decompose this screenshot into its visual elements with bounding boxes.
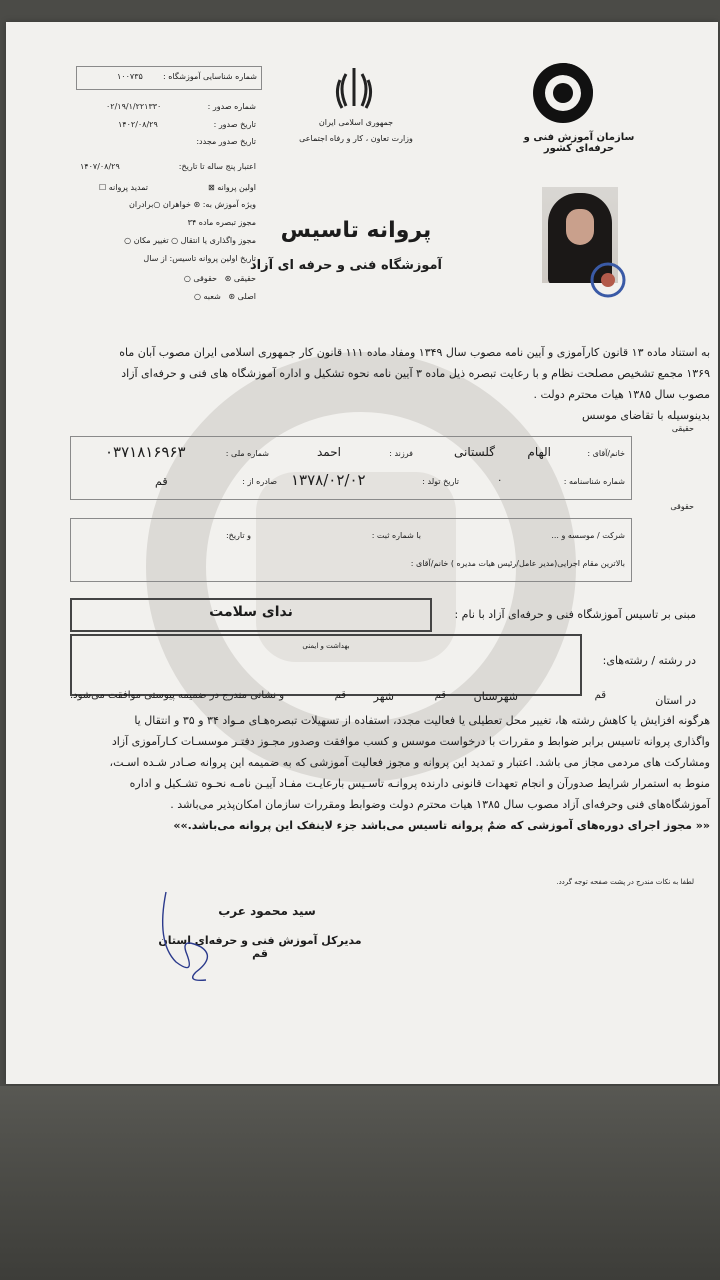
tvto-logo-icon (530, 60, 596, 126)
address-text: و نشانی مندرج در ضمیمه پیوستی موافقت می‌شود. (70, 690, 285, 701)
background-surface (0, 1086, 720, 1280)
license-document (6, 22, 718, 1084)
county-label: شهرستان (473, 690, 518, 703)
issue-date-label: تاریخ صدور : (213, 120, 256, 129)
iran-emblem-icon (334, 66, 374, 112)
first-name: الهام (527, 445, 551, 459)
legal-section-label: حقوقی (670, 502, 694, 511)
company-label: شرکت / موسسه و ... (551, 531, 625, 540)
institute-name-box (70, 598, 432, 632)
institute-id-box (76, 66, 262, 90)
real-person-box (70, 436, 632, 500)
national-id-label: شماره ملی : (225, 449, 269, 458)
ceo-label: بالاترین مقام اجرایی(مدیر عامل/رئیس هیات مدیره ) خانم/آقای : (410, 559, 625, 568)
id-number: ۰ (497, 475, 503, 486)
institute-id-value: ۱۰۰۷۳۵ (117, 72, 143, 81)
first-license-option: اولین پروانه ⊠ (207, 183, 256, 192)
birth-date: ۱۳۷۸/۰۲/۰۲ (291, 471, 366, 489)
city-label: شهر (373, 690, 394, 703)
reissue-date-label: تاریخ صدور مجدد: (196, 137, 256, 146)
fields-value: بهداشت و ایمنی (302, 642, 350, 650)
special-training-row: ویژه آموزش به: ⊛ خواهران ○برادران (128, 200, 256, 209)
real-section-label: حقیقی (671, 424, 694, 433)
fields-box (70, 634, 582, 696)
validity-value: ۱۴۰۷/۰۸/۲۹ (80, 162, 120, 171)
stamp-icon (590, 262, 626, 298)
signer-title: مدیرکل آموزش فنی و حرفه‌ای استان قم (158, 934, 362, 960)
renew-license-option: تمدید پروانه ☐ (99, 183, 148, 192)
validity-label: اعتبار پنج ساله تا تاریخ: (178, 162, 256, 171)
issued-from-label: صادره از : (242, 477, 277, 486)
institute-name-label: مبنی بر تاسیس آموزشگاه فنی و حرفه‌ای آزاد با نام : (454, 608, 696, 621)
branch-row: اصلی ⊛ شعبه ○ (193, 292, 256, 301)
child-of-label: فرزند : (389, 449, 413, 458)
first-date-label: تاریخ اولین پروانه تاسیس: از سال (143, 254, 256, 263)
institute-id-label: شماره شناسایی آموزشگاه : (163, 72, 257, 81)
fields-label: در رشته / رشته‌های: (602, 654, 696, 667)
document-title: پروانه تاسیس (280, 218, 432, 243)
reg-no-label: با شماره ثبت : (371, 531, 421, 540)
name-label: خانم/آقای : (587, 449, 625, 458)
province-value: قم (594, 690, 606, 701)
document-subtitle: آموزشگاه فنی و حرفه ای آزاد (249, 258, 442, 273)
ministry-label: وزارت تعاون ، کار و رفاه اجتماعی (299, 134, 413, 143)
preamble: به استناد ماده ۱۳ قانون کارآموزی و آیین نامه مصوب سال ۱۳۴۹ ومفاد ماده ۱۱۱ قانون کار جمهوری اسلامی ایران مصوب آبان ماه ۱۳۶۹ مجمع تشخیص مصلحت نظام و با رعایت تبصره ذیل ماده ۳ آیین نامه نحوه تشکیل و اداره آموزشگاه های فنی و حرفه‌ای آزاد مصوب سال ۱۳۸۵ هیات محترم دولت . بدینوسیله با تقاضای موسس (119, 346, 710, 422)
org-name: سازمان آموزش فنی و حرفه‌ای کشور (523, 132, 635, 154)
city-value: قم (334, 690, 346, 701)
legal-person-box (70, 518, 632, 582)
id-number-label: شماره شناسنامه : (563, 477, 625, 486)
issue-number-value: ۰۲/۱۹/۱/۲۲۱۳۳۰ (106, 102, 162, 111)
national-id: ۰۳۷۱۸۱۶۹۶۳ (105, 443, 186, 461)
note-34-option: مجوز تبصره ماده ۳۴ (187, 218, 256, 227)
county-value: قم (434, 690, 446, 701)
back-page-note: لطفا به نکات مندرج در پشت صفحه توجه گردد. (556, 878, 694, 886)
type-row: حقیقی ⊛ حقوقی ○ (183, 274, 256, 283)
issue-date-value: ۱۴۰۲/۰۸/۲۹ (118, 120, 158, 129)
signer-name: سید محمود عرب (218, 904, 316, 918)
birth-date-label: تاریخ تولد : (422, 477, 459, 486)
legal-date-label: و تاریخ: (225, 531, 251, 540)
republic-label: جمهوری اسلامی ایران (318, 118, 394, 127)
transfer-row: مجوز واگذاری یا انتقال ○ تغییر مکان ○ (124, 236, 256, 245)
institute-name: ندای سلامت (209, 604, 293, 620)
terms-paragraph: هرگونه افزایش یا کاهش رشته ها، تغییر محل تعطیلی یا فعالیت مجدد، استفاده از تسهیلات تبصره‌هـای مـواد ۳۴ و ۳۵ و انتقال یا واگذاری پروانه تاسیس برابر ضوابط و مقررات با درخواست موسس و کسب موافقت وصدور مجـوز دفتـر موسسـات کـارآموزی آزاد ومشارکت های مردمی مجاز می باشد. اعتبار و تمدید این پروانه و مجوز فعالیت آموزشی که به ضمیمه این پروانه صـادر شـده اسـت، منوط به استمرار شرایط صدورآن و انجام تعهدات قانونی دارنده پروانـه تاسـیس بارعایـت مفـاد آییـن نامـه نحـوه تشـکیل و اداره آموزشگاه‌های فنی وحرفه‌ای آزاد مصوب سال ۱۳۸۵ هیات محترم دولت وضوابط ومقررات سازمان امکان‌پذیر می‌باشد . «« مجوز اجرای دوره‌های آموزشی که ضمٌ پروانه تاسیس می‌باشد جزء لاینفک این پروانه می‌باشد.»» (109, 714, 710, 832)
issued-from: قم (155, 475, 168, 488)
handwritten-signature (146, 882, 256, 992)
last-name: گلستانی (453, 445, 495, 459)
father-name: احمد (317, 445, 341, 459)
province-label: در استان (655, 694, 696, 707)
issue-number-label: شماره صدور : (207, 102, 256, 111)
